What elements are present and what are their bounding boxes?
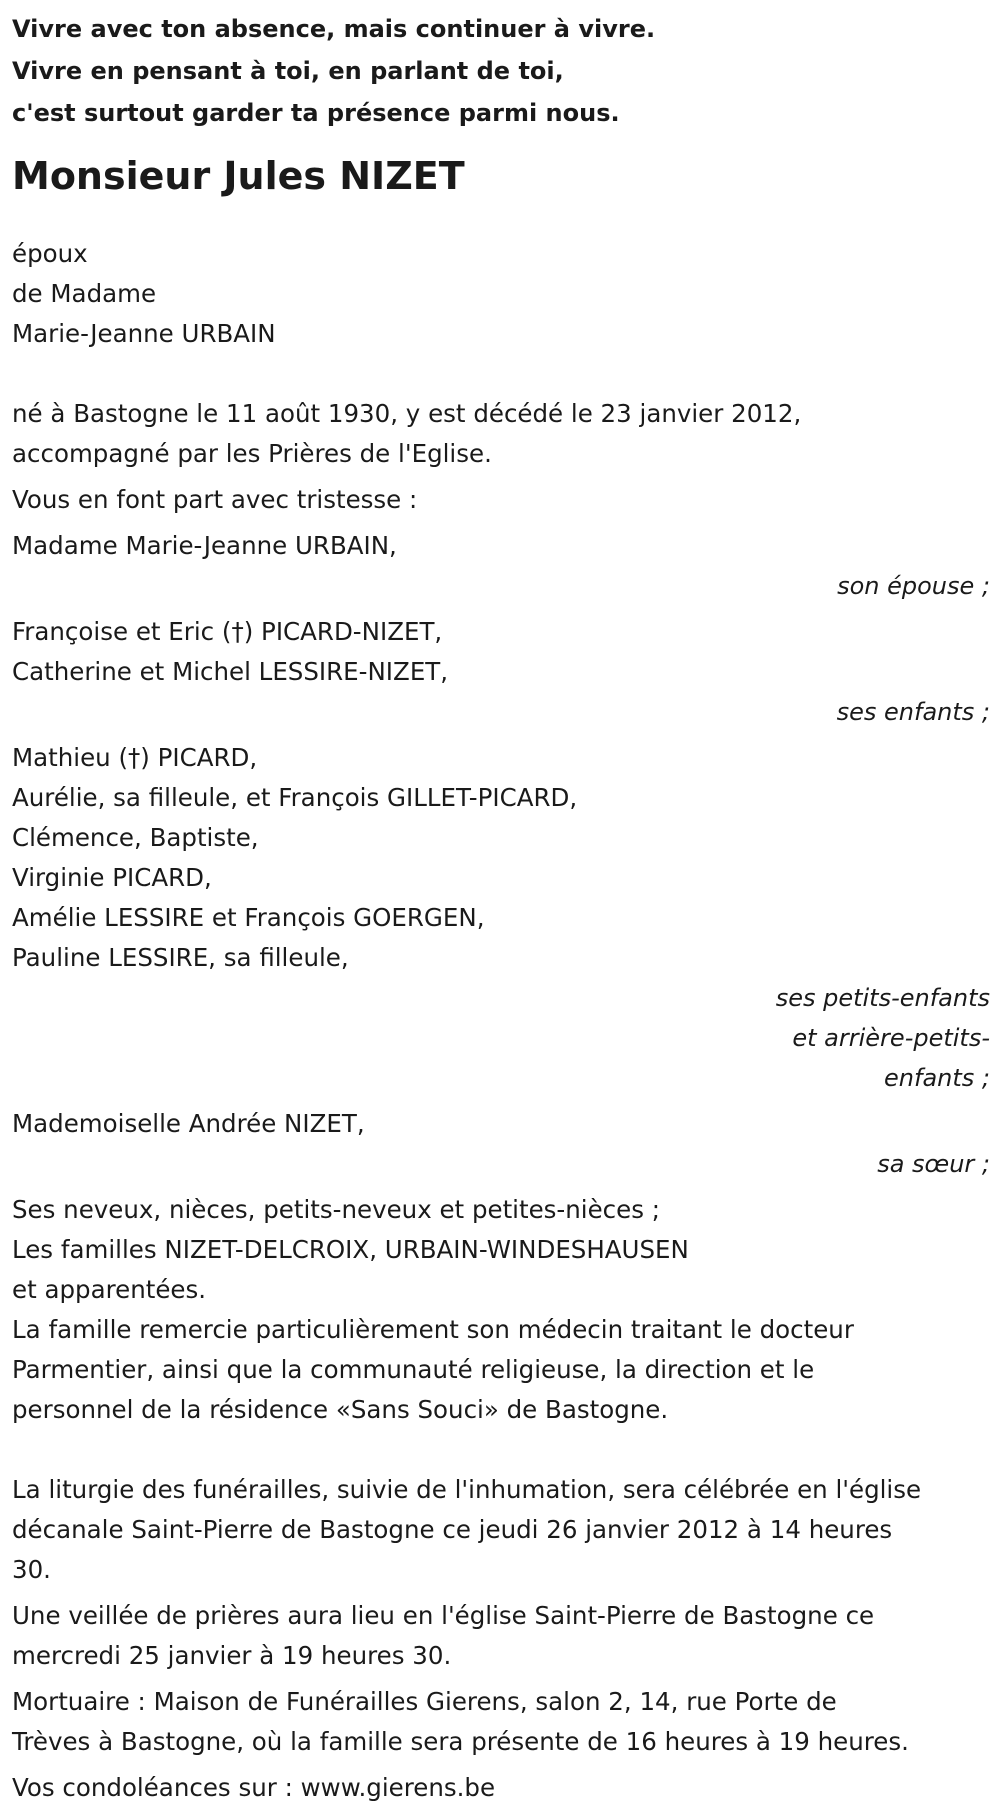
family-role: et arrière-petits-	[792, 1024, 990, 1052]
birth-death-line: accompagné par les Prières de l'Eglise.	[12, 439, 492, 468]
family-name: Aurélie, sa filleule, et François GILLET-PICARD,	[12, 783, 578, 812]
poem-line: Vivre en pensant à toi, en parlant de toi,	[12, 57, 564, 85]
paragraph-line: personnel de la résidence «Sans Souci» de Bastogne.	[12, 1395, 669, 1424]
family-role: sa sœur ;	[877, 1150, 990, 1178]
paragraph-line: Parmentier, ainsi que la communauté religieuse, la direction et le	[12, 1355, 815, 1384]
family-grandchildren	[12, 738, 990, 1098]
deceased-name: Monsieur Jules NIZET	[12, 154, 465, 198]
family-name: Amélie LESSIRE et François GOERGEN,	[12, 903, 485, 932]
spouse-line: époux	[12, 239, 88, 268]
paragraph-line: mercredi 25 janvier à 19 heures 30.	[12, 1641, 452, 1670]
paragraph-line: Les familles NIZET-DELCROIX, URBAIN-WINDESHAUSEN	[12, 1235, 689, 1264]
family-role: son épouse ;	[837, 572, 990, 600]
family-spouse	[12, 526, 990, 606]
spouse-line: de Madame	[12, 279, 157, 308]
paragraph-line: décanale Saint-Pierre de Bastogne ce jeudi 26 janvier 2012 à 14 heures	[12, 1515, 893, 1544]
obituary-text	[12, 8, 990, 1808]
family-role: ses enfants ;	[836, 698, 990, 726]
family-name: Madame Marie-Jeanne URBAIN,	[12, 531, 397, 560]
family-role: enfants ;	[884, 1064, 990, 1092]
spouse-line: Marie-Jeanne URBAIN	[12, 319, 276, 348]
condolences-text: Vos condoléances sur : www.gierens.be	[12, 1773, 496, 1802]
paragraph-line: Ses neveux, nièces, petits-neveux et petites-nièces ;	[12, 1195, 661, 1224]
paragraph-line: Une veillée de prières aura lieu en l'église Saint-Pierre de Bastogne ce	[12, 1601, 875, 1630]
paragraph-line: La liturgie des funérailles, suivie de l'inhumation, sera célébrée en l'église	[12, 1475, 922, 1504]
condolences-info	[12, 1768, 990, 1808]
family-name: Pauline LESSIRE, sa filleule,	[12, 943, 349, 972]
family-sister	[12, 1104, 990, 1184]
vigil-info	[12, 1596, 990, 1676]
spouse-info	[12, 234, 990, 354]
paragraph-line: La famille remercie particulièrement son médecin traitant le docteur	[12, 1315, 854, 1344]
paragraph-line: 30.	[12, 1555, 51, 1584]
birth-death-info	[12, 394, 990, 474]
family-name: Clémence, Baptiste,	[12, 823, 259, 852]
paragraph-line: et apparentées.	[12, 1275, 207, 1304]
mortuary-info	[12, 1682, 990, 1762]
family-children	[12, 612, 990, 732]
family-name: Virginie PICARD,	[12, 863, 212, 892]
family-name: Françoise et Eric (†) PICARD-NIZET,	[12, 617, 443, 646]
poem	[12, 8, 990, 134]
other-relatives-and-thanks	[12, 1190, 990, 1430]
poem-line: Vivre avec ton absence, mais continuer à vivre.	[12, 15, 656, 43]
announcement	[12, 480, 990, 520]
family-role: ses petits-enfants	[775, 984, 990, 1012]
paragraph-line: Trèves à Bastogne, où la famille sera présente de 16 heures à 19 heures.	[12, 1727, 909, 1756]
paragraph-line: Mortuaire : Maison de Funérailles Gierens, salon 2, 14, rue Porte de	[12, 1687, 837, 1716]
poem-line: c'est surtout garder ta présence parmi nous.	[12, 99, 620, 127]
family-name: Catherine et Michel LESSIRE-NIZET,	[12, 657, 449, 686]
birth-death-line: né à Bastogne le 11 août 1930, y est décédé le 23 janvier 2012,	[12, 399, 802, 428]
family-name: Mademoiselle Andrée NIZET,	[12, 1109, 365, 1138]
funeral-info	[12, 1470, 990, 1590]
announcement-text: Vous en font part avec tristesse :	[12, 485, 418, 514]
family-name: Mathieu (†) PICARD,	[12, 743, 258, 772]
